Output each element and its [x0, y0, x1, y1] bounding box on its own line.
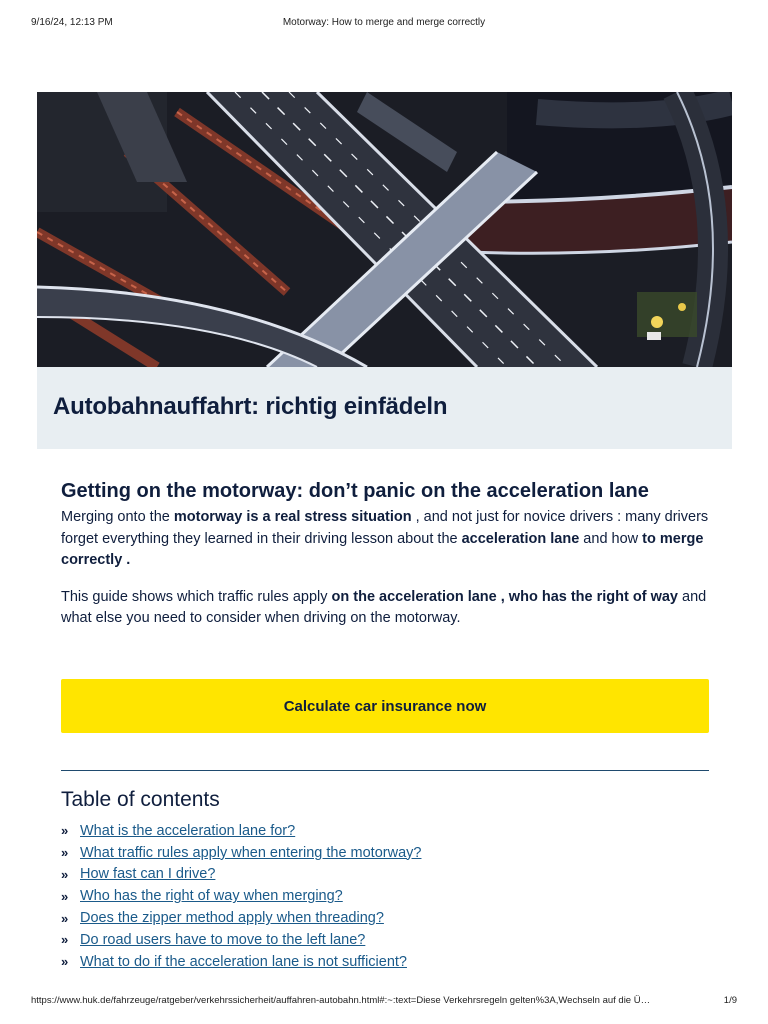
toc-link[interactable]: What to do if the acceleration lane is not sufficient? [80, 953, 407, 970]
double-chevron-right-icon: » [61, 888, 69, 904]
text-run: and what else you need to consider when driving on the motorway. [61, 588, 707, 626]
text-run: This guide shows which traffic rules apply [61, 588, 332, 605]
toc-item [61, 951, 421, 973]
double-chevron-right-icon: » [61, 845, 69, 861]
double-chevron-right-icon: » [61, 866, 69, 882]
toc-heading: Table of contents [61, 788, 220, 811]
intro-paragraph-1 [61, 507, 709, 572]
toc-link[interactable]: How fast can I drive? [80, 866, 216, 883]
bold-run: on the acceleration lane , who has the right of way [331, 588, 678, 605]
print-header [31, 17, 737, 31]
toc-link[interactable]: Who has the right of way when merging? [80, 888, 343, 905]
toc-item [61, 929, 421, 951]
calculate-insurance-button[interactable]: Calculate car insurance now [61, 679, 709, 733]
print-footer [31, 995, 737, 1009]
page-title-band [37, 367, 732, 449]
print-page-title: Motorway: How to merge and merge correctly [282, 17, 486, 28]
double-chevron-right-icon: » [61, 954, 69, 970]
toc-item [61, 907, 421, 929]
print-date: 9/16/24, 12:13 PM [31, 17, 113, 28]
hero-image [37, 92, 732, 367]
bold-run: motorway is a real stress situation [173, 509, 412, 525]
double-chevron-right-icon: » [61, 910, 69, 926]
double-chevron-right-icon: » [61, 932, 69, 948]
text-run: , and not just for novice drivers : many drivers forget everything they learned in their driving lesson about the [61, 509, 709, 547]
intro-paragraph-2 [61, 587, 709, 630]
toc-link[interactable]: Does the zipper method apply when threading? [80, 910, 384, 927]
toc-link[interactable]: What is the acceleration lane for? [80, 822, 296, 839]
bold-run: to merge correctly . [61, 530, 704, 568]
toc-link[interactable]: What traffic rules apply when entering the motorway? [80, 844, 422, 861]
text-run: Merging onto the [61, 509, 174, 525]
toc-item [61, 864, 421, 886]
intro-heading: Getting on the motorway: don’t panic on the acceleration lane [61, 480, 649, 502]
toc-link[interactable]: Do road users have to move to the left lane? [80, 931, 366, 948]
print-url: https://www.huk.de/fahrzeuge/ratgeber/verkehrssicherheit/auffahren-autobahn.html#:~:text=Diese Verkehrsregeln gelten%3A,Wechseln auf die Ü… [31, 995, 651, 1006]
text-run: and how [579, 530, 643, 547]
page-title: Autobahnauffahrt: richtig einfädeln [53, 393, 448, 420]
intro-section [61, 480, 709, 630]
page-number: 1/9 [723, 995, 737, 1006]
toc-item [61, 842, 421, 864]
section-divider [61, 770, 709, 771]
toc-item [61, 885, 421, 907]
double-chevron-right-icon: » [61, 823, 69, 839]
table-of-contents [61, 820, 421, 973]
bold-run: acceleration lane [461, 530, 580, 547]
toc-item [61, 820, 421, 842]
